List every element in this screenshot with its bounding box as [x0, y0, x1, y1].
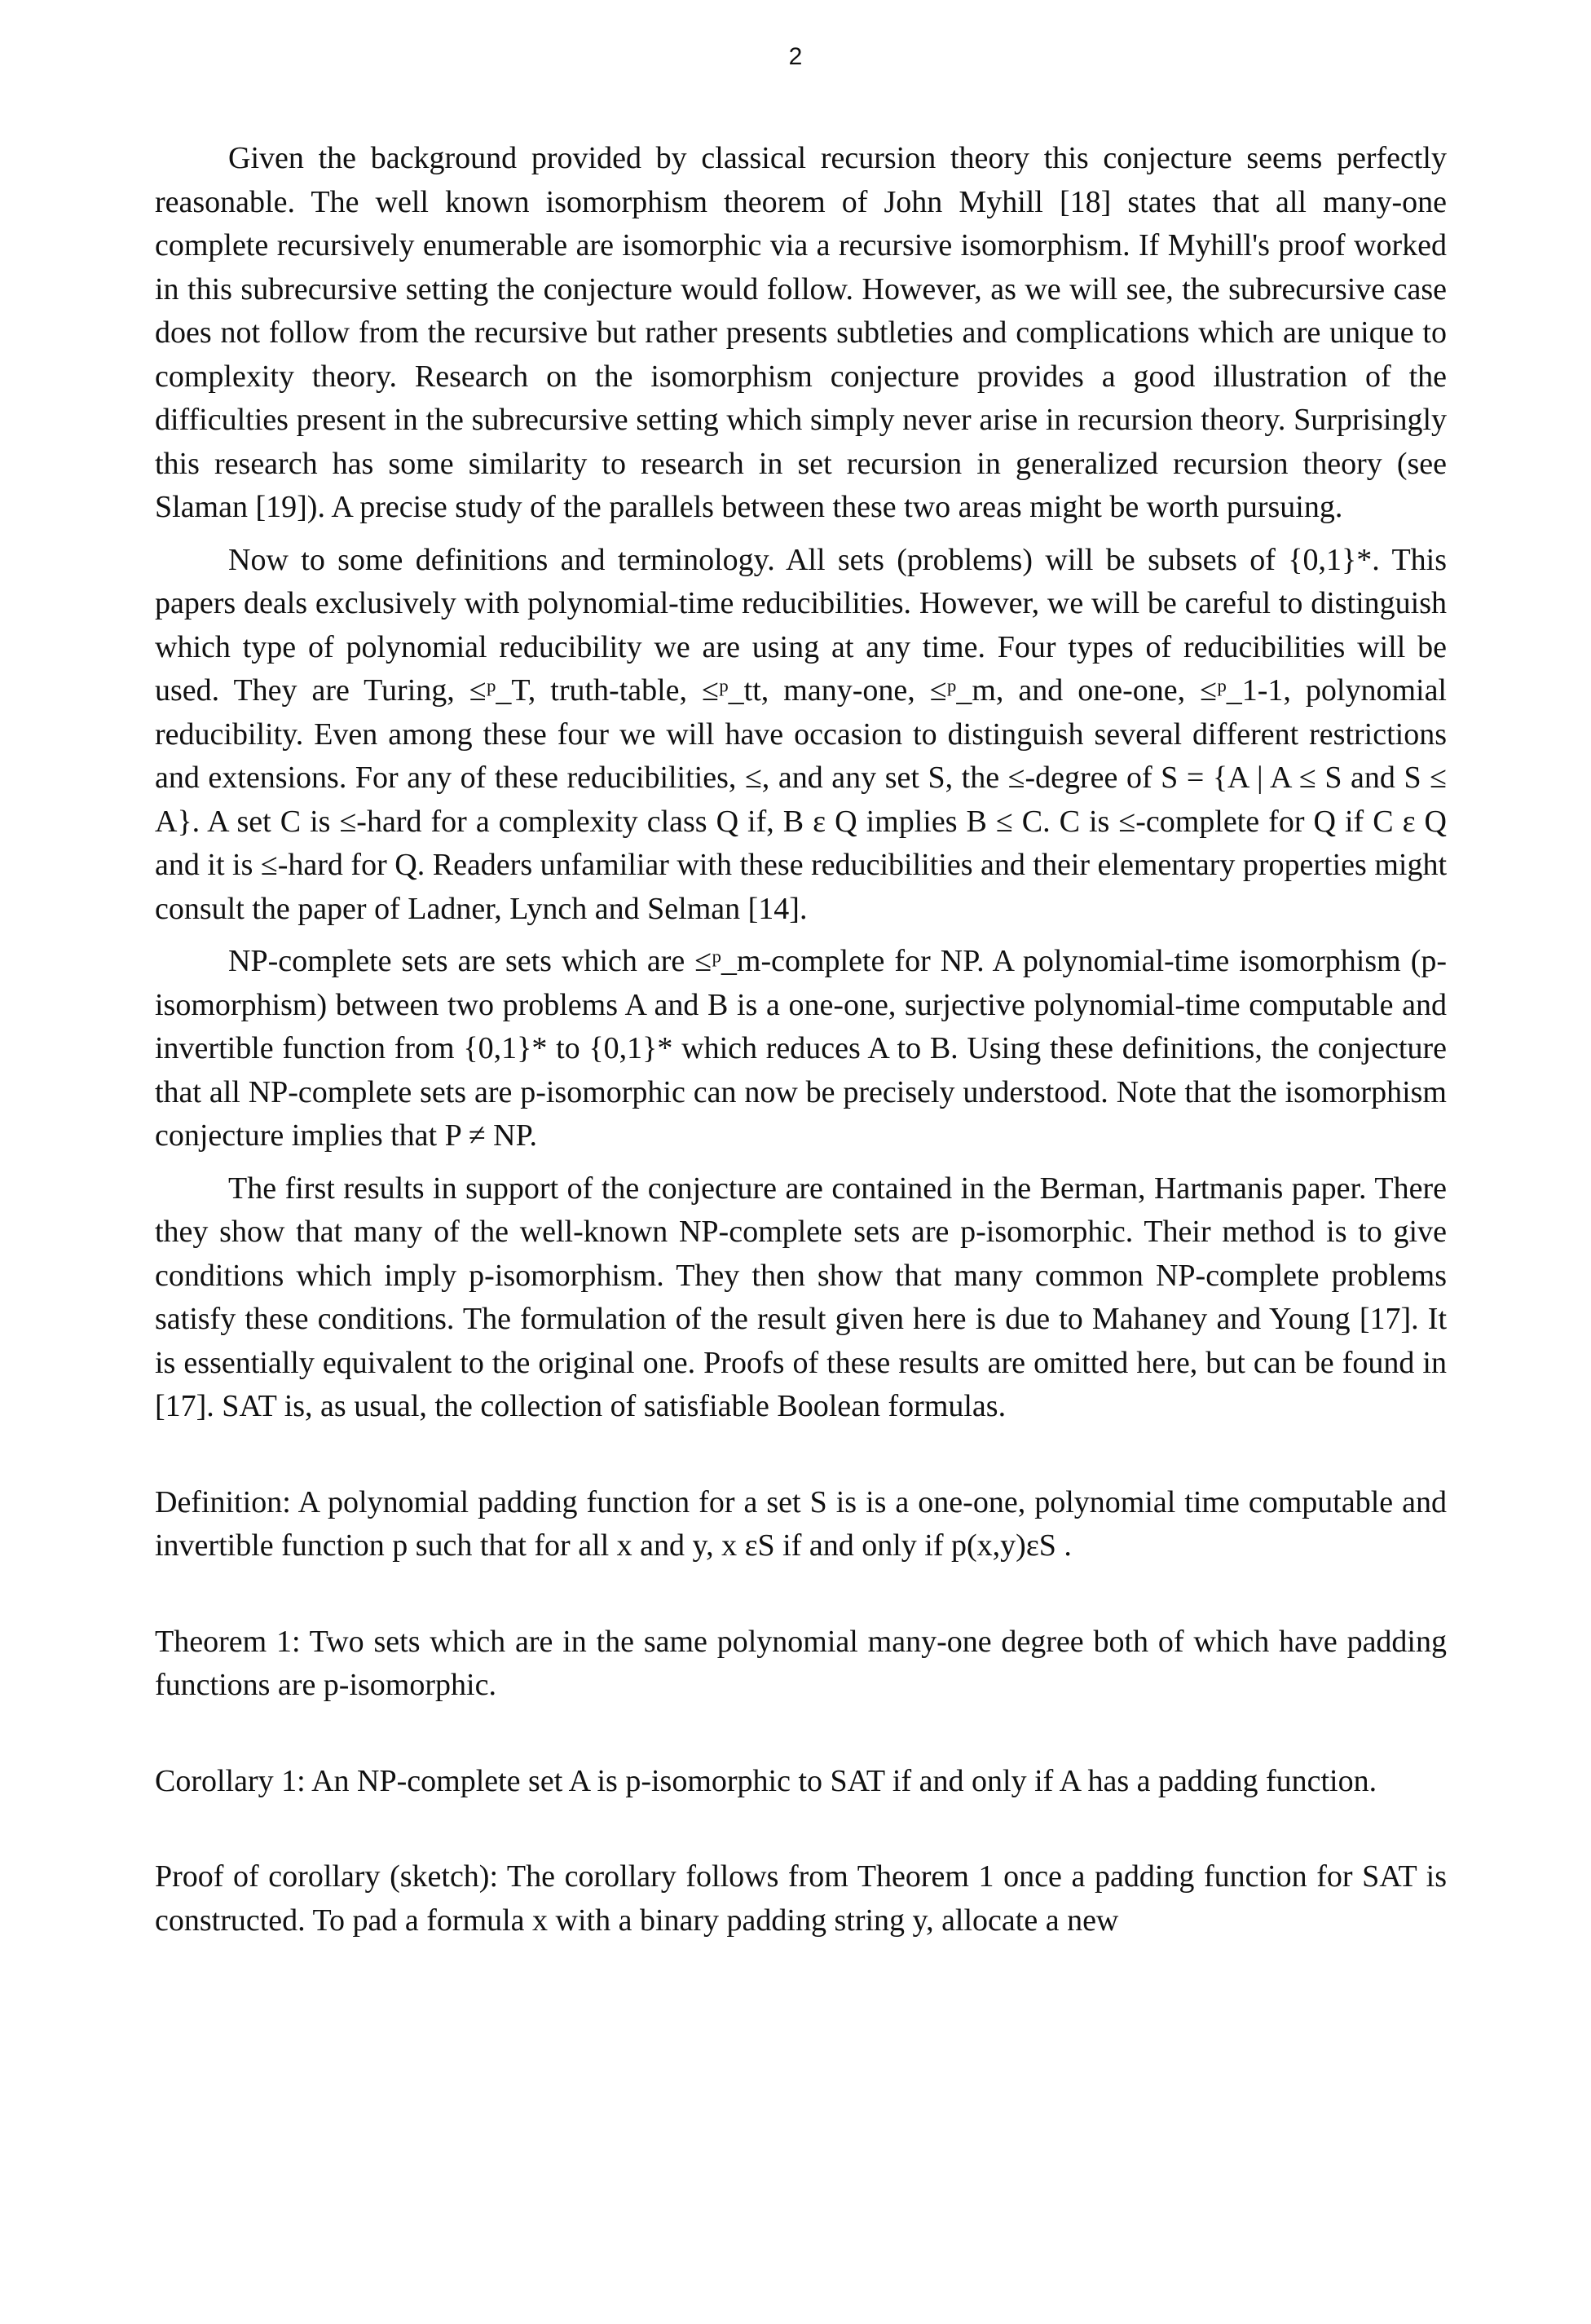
- theorem-1: Theorem 1: Two sets which are in the same polynomial many-one degree both of which have padding functions are p-isomorphic.: [155, 1624, 1447, 1702]
- paragraph-background: Given the background provided by classical recursion theory this conjecture seems perfectly reasonable. The well known isomorphism theorem of John Myhill [18] states that all many-one complete recursively enumerable are isomorphic via a recursive isomorphism. If Myhill's proof worked in this subrecursive setting the conjecture would follow. However, as we will see, the subrecursive case does not follow from the recursive but rather presents subtleties and complications which are unique to complexity theory. Research on the isomorphism conjecture provides a good illustration of the difficulties present in the subrecursive setting which simply never arise in recursion theory. Surprisingly this research has some similarity to research in set recursion in generalized recursion theory (see Slaman [19]). A precise study of the parallels between these two areas might be worth pursuing.: [155, 141, 1447, 524]
- body-text: [155, 137, 1447, 1943]
- proof-of-corollary: Proof of corollary (sketch): The corollary follows from Theorem 1 once a padding function for SAT is constructed. To pad a formula x with a binary padding string y, allocate a new: [155, 1859, 1447, 1938]
- definition-padding-function: Definition: A polynomial padding function for a set S is is a one-one, polynomial time computable and invertible function p such that for all x and y, x εS if and only if p(x,y)εS .: [155, 1484, 1447, 1563]
- paragraph-first-results: The first results in support of the conjecture are contained in the Berman, Hartmanis paper. There they show that many of the well-known NP-complete sets are p-isomorphic. Their method is to give conditions which imply p-isomorphism. They then show that many common NP-complete problems satisfy these conditions. The formulation of the result given here is due to Mahaney and Young [17]. It is essentially equivalent to the original one. Proofs of these results are omitted here, but can be found in [17]. SAT is, as usual, the collection of satisfiable Boolean formulas.: [155, 1171, 1447, 1423]
- corollary-1: Corollary 1: An NP-complete set A is p-isomorphic to SAT if and only if A has a padding function.: [155, 1763, 1377, 1798]
- paragraph-definitions: Now to some definitions and terminology. All sets (problems) will be subsets of {0,1}*. This papers deals exclusively with polynomial-time reducibilities. However, we will be careful to distinguish which type of polynomial reducibility we are using at any time. Four types of reducibilities will be used. They are Turing, ≤ᵖ_T, truth-table, ≤ᵖ_tt, many-one, ≤ᵖ_m, and one-one, ≤ᵖ_1-1, polynomial reducibility. Even among these four we will have occasion to distinguish several different restrictions and extensions. For any of these reducibilities, ≤, and any set S, the ≤-degree of S = {A | A ≤ S and S ≤ A}. A set C is ≤-hard for a complexity class Q if, B ε Q implies B ≤ C. C is ≤-complete for Q if C ε Q and it is ≤-hard for Q. Readers unfamiliar with these reducibilities and their elementary properties might consult the paper of Ladner, Lynch and Selman [14].: [155, 542, 1447, 926]
- paragraph-np-complete: NP-complete sets are sets which are ≤ᵖ_m-complete for NP. A polynomial-time isomorphism (p-isomorphism) between two problems A and B is a one-one, surjective polynomial-time computable and invertible function from {0,1}* to {0,1}* which reduces A to B. Using these definitions, the conjecture that all NP-complete sets are p-isomorphic can now be precisely understood. Note that the isomorphism conjecture implies that P ≠ NP.: [155, 944, 1447, 1153]
- page-number: 2: [788, 43, 803, 70]
